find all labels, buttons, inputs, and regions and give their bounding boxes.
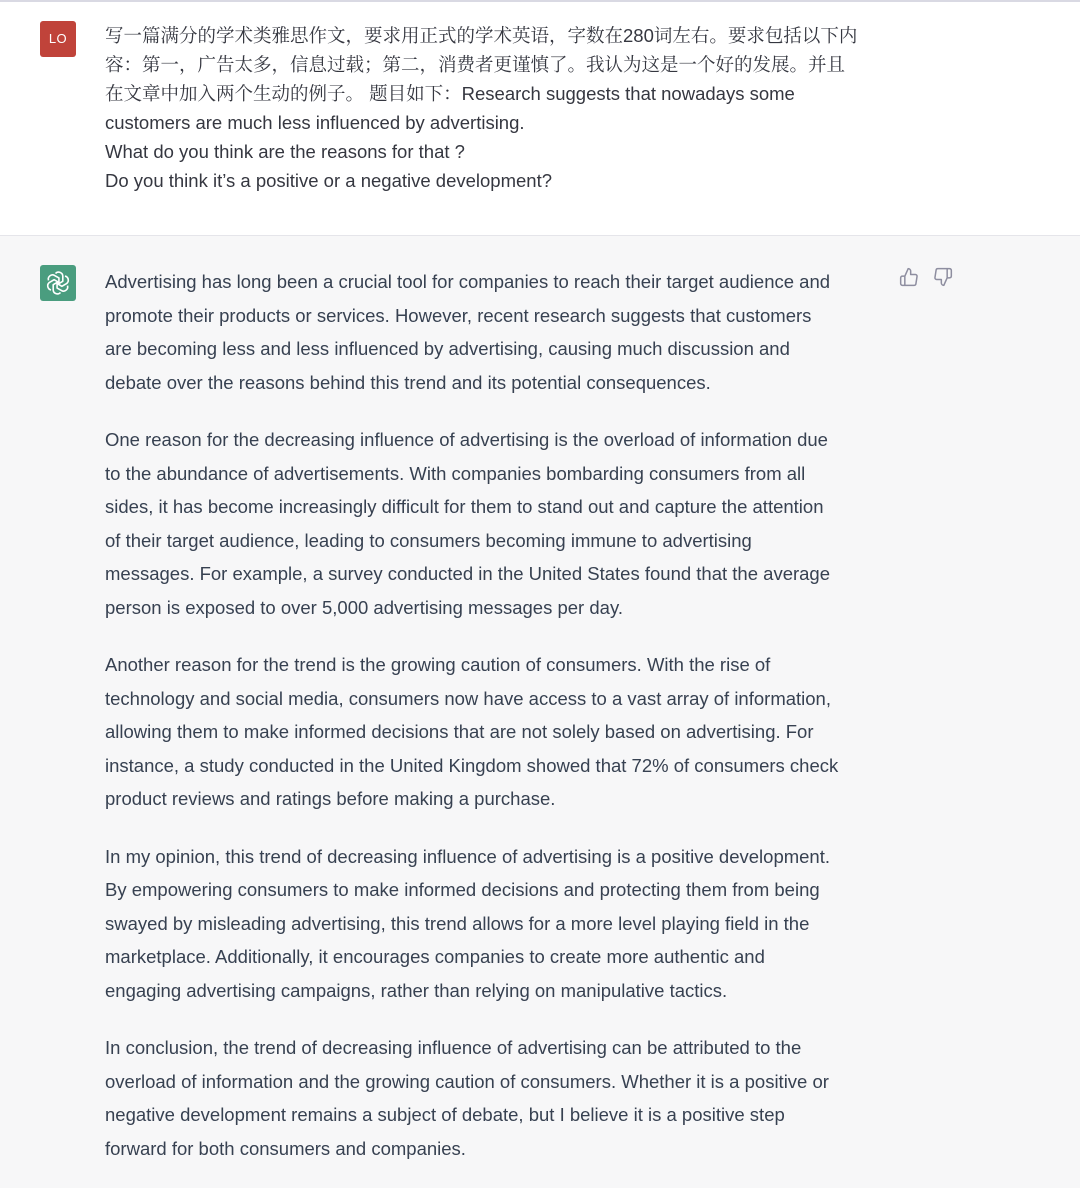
essay-line: By empowering consumers to make informed decisions and protecting them from being	[105, 879, 820, 900]
essay-line: marketplace. Additionally, it encourages companies to create more authentic and	[105, 946, 765, 967]
essay-paragraph	[105, 840, 895, 1008]
essay-line: One reason for the decreasing influence of advertising is the overload of information due	[105, 429, 828, 450]
assistant-message-text	[105, 265, 895, 1165]
essay-line: promote their products or services. However, recent research suggests that customers	[105, 304, 812, 326]
essay-line: In conclusion, the trend of decreasing influence of advertising can be attributed to the	[105, 1037, 802, 1058]
essay-line: overload of information and the growing caution of consumers. Whether it is a positive or	[105, 1070, 829, 1092]
essay-line: allowing them to make informed decisions that are not solely based on advertising. For	[105, 721, 814, 742]
essay-line: debate over the reasons behind this trend and its potential consequences.	[105, 371, 711, 393]
user-avatar: LO	[40, 21, 76, 57]
user-message-line: customers are much less influenced by advertising.	[105, 112, 525, 133]
essay-line: In my opinion, this trend of decreasing influence of advertising is a positive development.	[105, 845, 830, 867]
essay-line: instance, a study conducted in the United Kingdom showed that 72% of consumers check	[105, 754, 839, 776]
thumbs-down-icon	[933, 267, 953, 287]
essay-line: negative development remains a subject of debate, but I believe it is a positive step	[105, 1104, 785, 1125]
essay-paragraph	[105, 265, 895, 399]
user-message-line: What do you think are the reasons for that ?	[105, 141, 465, 162]
user-message-line: 容：第一，广告太多，信息过载；第二，消费者更谨慎了。我认为这是一个好的发展。并且	[105, 54, 846, 75]
thumbs-down-button[interactable]	[932, 266, 954, 288]
essay-line: person is exposed to over 5,000 advertising messages per day.	[105, 596, 623, 618]
essay-line: Another reason for the trend is the growing caution of consumers. With the rise of	[105, 654, 771, 675]
openai-logo-icon	[45, 270, 71, 296]
essay-line: Advertising has long been a crucial tool for companies to reach their target audience and	[105, 271, 831, 292]
assistant-avatar	[40, 265, 76, 301]
essay-paragraph	[105, 648, 895, 816]
thumbs-up-button[interactable]	[898, 266, 920, 288]
essay-paragraph	[105, 423, 895, 624]
user-message-line: 在文章中加入两个生动的例子。 题目如下：Research suggests that nowadays some	[105, 83, 795, 104]
essay-line: sides, it has become increasingly difficult for them to stand out and capture the attention	[105, 496, 824, 517]
assistant-message	[0, 236, 1080, 1188]
essay-line: to the abundance of advertisements. With companies bombarding consumers from all	[105, 462, 806, 484]
user-message	[0, 2, 1080, 236]
essay-line: swayed by misleading advertising, this trend allows for a more level playing field in the	[105, 912, 810, 934]
essay-line: product reviews and ratings before making a purchase.	[105, 788, 556, 809]
essay-line: of their target audience, leading to consumers becoming immune to advertising	[105, 529, 752, 551]
user-message-line: Do you think it’s a positive or a negative development?	[105, 170, 553, 191]
essay-line: technology and social media, consumers now have access to a vast array of information,	[105, 687, 831, 709]
user-message-line: 写一篇满分的学术类雅思作文，要求用正式的学术英语，字数在280词左右。要求包括以下内	[105, 25, 858, 46]
essay-line: are becoming less and less influenced by advertising, causing much discussion and	[105, 338, 790, 359]
user-message-text	[105, 21, 905, 195]
thumbs-up-icon	[899, 267, 919, 287]
essay-line: forward for both consumers and companies.	[105, 1137, 466, 1159]
essay-line: messages. For example, a survey conducted in the United States found that the average	[105, 563, 831, 584]
essay-line: engaging advertising campaigns, rather than relying on manipulative tactics.	[105, 979, 728, 1001]
essay-paragraph	[105, 1031, 895, 1165]
